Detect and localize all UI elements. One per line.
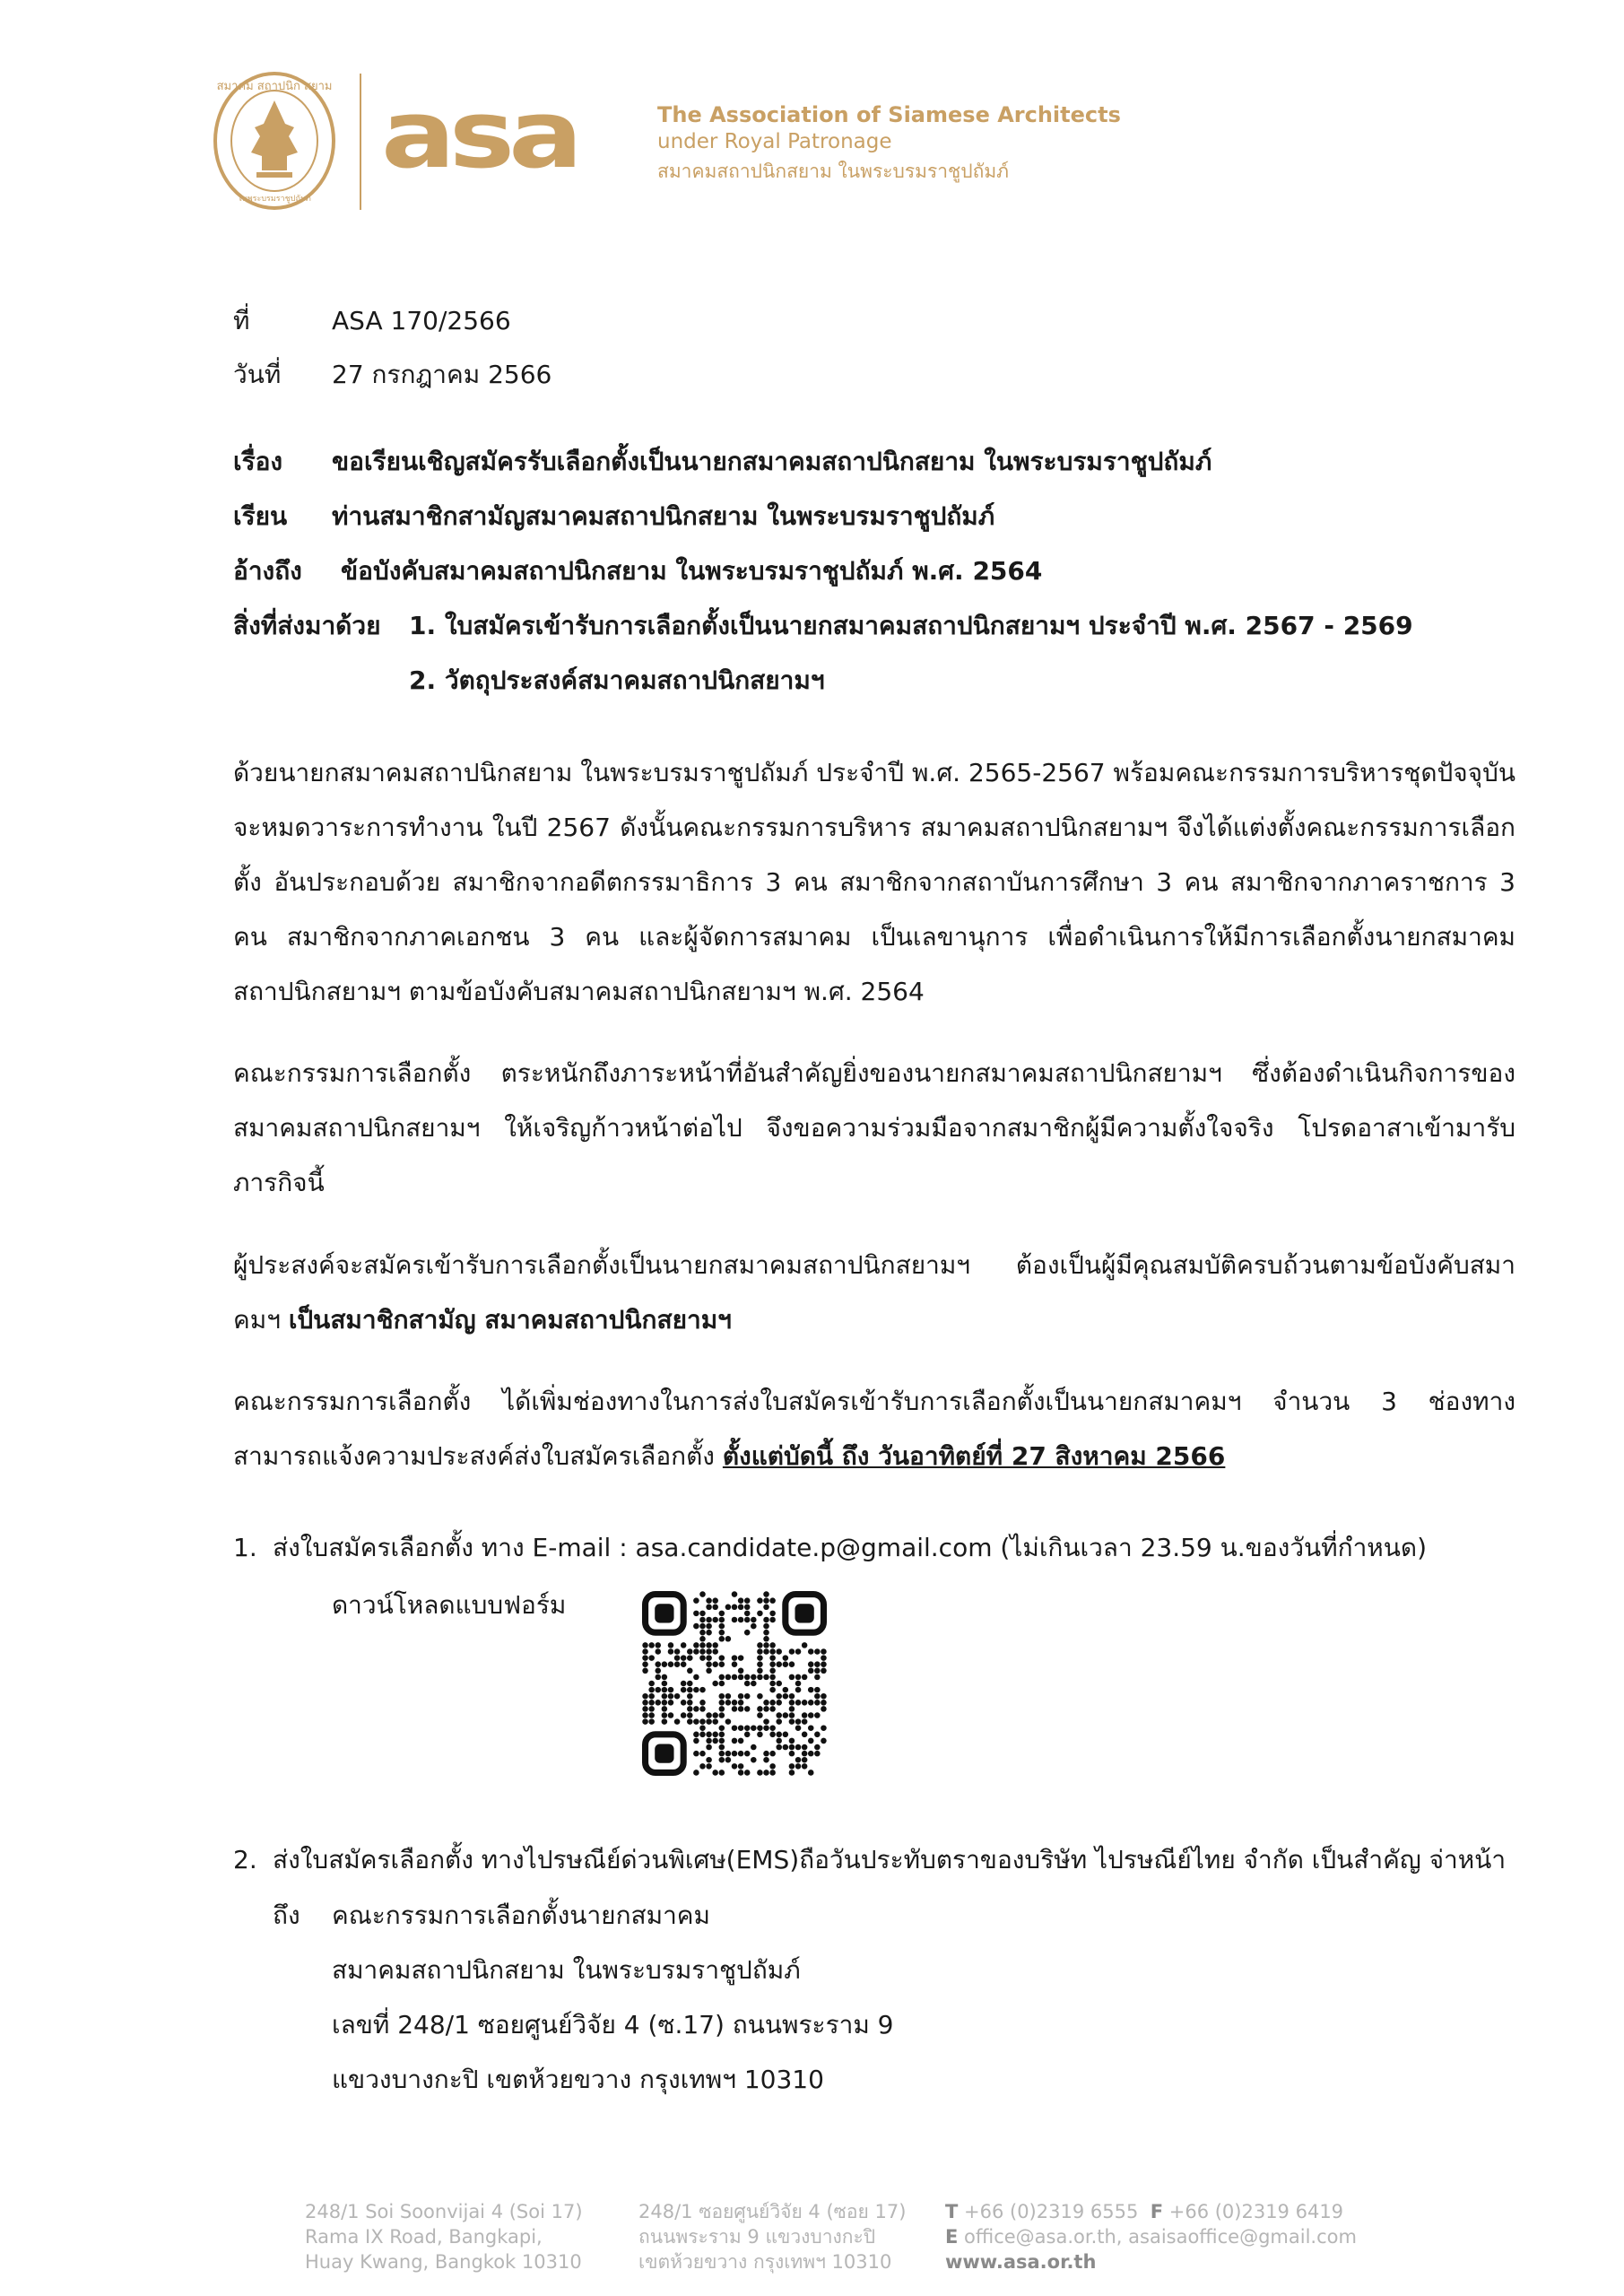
subject-label: เรื่อง: [233, 447, 283, 476]
footer-tel: +66 (0)2319 6555: [964, 2201, 1139, 2222]
paragraph-1: ด้วยนายกสมาคมสถาปนิกสยาม ในพระบรมราชูปถัมภ์ ประจำปี พ.ศ. 2565-2567 พร้อมคณะกรรมการบริหารชุดปัจจุบันจะหมดวาระการทำงาน ในปี 2567 ดังนั้นคณะกรรมการบริหาร สมาคมสถาปนิกสยามฯ จึงได้แต่งตั้งคณะกรรมการเลือกตั้ง อันประกอบด้วย สมาชิกจากอดีตกรรมาธิการ 3 คน สมาชิกจากสถาบันการศึกษา 3 คน สมาชิกจากภาคราชการ 3 คน สมาชิกจากภาคเอกชน 3 คน และผู้จัดการสมาคม เป็นเลขานุการ เพื่อดำเนินการให้มีการเลือกตั้งนายกสมาคมสถาปนิกสยามฯ ตามข้อบังคับสมาคมสถาปนิกสยามฯ พ.ศ. 2564: [233, 758, 1515, 1006]
footer-th-line-2: ถนนพระราม 9 แขวงบางกะปิ: [638, 2226, 876, 2248]
seal-text-bottom: ในพระบรมราชูปถัมภ์: [238, 195, 311, 204]
seal-text-top: สมาคม สถาปนิก สยาม: [216, 80, 333, 93]
paragraph-3-text: ผู้ประสงค์จะสมัครเข้ารับการเลือกตั้งเป็นนายกสมาคมสถาปนิกสยามฯ ต้องเป็นผู้มีคุณสมบัติครบถ้วนตามข้อบังคับสมาคมฯ: [233, 1250, 1515, 1335]
subject-value: ขอเรียนเชิญสมัครรับเลือกตั้งเป็นนายกสมาคมสถาปนิกสยาม ในพระบรมราชูปถัมภ์: [332, 447, 1212, 476]
asa-seal-logo: [212, 70, 337, 212]
channel-2-number: 2.: [233, 1845, 257, 1874]
to-label: เรียน: [233, 501, 288, 531]
paragraph-4-text: คณะกรรมการเลือกตั้ง ได้เพิ่มช่องทางในการส่งใบสมัครเข้ารับการเลือกตั้งเป็นนายกสมาคมฯ จำนวน 3 ช่องทาง สามารถแจ้งความประสงค์ส่งใบสมัครเลือกตั้ง: [233, 1387, 1515, 1471]
channel-2-text: ส่งใบสมัครเลือกตั้ง ทางไปรษณีย์ด่วนพิเศษ(EMS)ถือวันประทับตราของบริษัท ไปรษณีย์ไทย จำกัด เป็นสำคัญ จ่าหน้า: [273, 1845, 1507, 1874]
footer-website-link[interactable]: www.asa.or.th: [945, 2251, 1097, 2273]
footer-email: office@asa.or.th, asaisaoffice@gmail.com: [964, 2226, 1357, 2248]
deadline-text: ตั้งแต่บัดนี้ ถึง วันอาทิตย์ที่ 27 สิงหาคม 2566: [722, 1441, 1226, 1471]
enclosures-label: สิ่งที่ส่งมาด้วย: [233, 611, 381, 640]
paragraph-2: คณะกรรมการเลือกตั้ง ตระหนักถึงภาระหน้าที่อันสำคัญยิ่งของนายกสมาคมสถาปนิกสยามฯ ซึ่งต้องดำเนินกิจการของสมาคมสถาปนิกสยามฯ ให้เจริญก้าวหน้าต่อไป จึงขอความร่วมมือจากสมาชิกผู้มีความตั้งใจจริง โปรดอาสาเข้ามารับภารกิจนี้: [233, 1058, 1515, 1197]
reference-label: อ้างถึง: [233, 556, 302, 586]
address-line-2: สมาคมสถาปนิกสยาม ในพระบรมราชูปถัมภ์: [332, 1955, 801, 1985]
footer-th-line-1: 248/1 ซอยศูนย์วิจัย 4 (ซอย 17): [638, 2201, 907, 2222]
ref-no-value: ASA 170/2566: [332, 306, 511, 335]
to-value: ท่านสมาชิกสามัญสมาคมสถาปนิกสยาม ในพระบรมราชูปถัมภ์: [332, 501, 995, 531]
footer-address-th: [638, 2199, 906, 2274]
asa-wordmark-logo: [381, 100, 578, 178]
enclosure-item-1: 1. ใบสมัครเข้ารับการเลือกตั้งเป็นนายกสมาคมสถาปนิกสยามฯ ประจำปี พ.ศ. 2567 - 2569: [409, 611, 1413, 640]
header-divider: [360, 74, 361, 210]
date-label: วันที่: [233, 360, 282, 389]
qr-code-icon[interactable]: [642, 1591, 827, 1776]
fax-label: F: [1150, 2201, 1164, 2222]
paragraph-4: [233, 1374, 1515, 1483]
assoc-subtitle-en: under Royal Patronage: [657, 130, 892, 153]
logo-text: asa: [381, 100, 577, 178]
footer-en-line-2: Rama IX Road, Bangkapi,: [305, 2226, 543, 2248]
email-label: E: [945, 2226, 959, 2248]
tel-label: T: [945, 2201, 959, 2222]
assoc-name-th: สมาคมสถาปนิกสยาม ในพระบรมราชูปถัมภ์: [657, 161, 1010, 182]
footer-th-line-3: เขตห้วยขวาง กรุงเทพฯ 10310: [638, 2251, 892, 2273]
download-form-label: ดาวน์โหลดแบบฟอร์ม: [332, 1590, 567, 1620]
address-line-3: เลขที่ 248/1 ซอยศูนย์วิจัย 4 (ซ.17) ถนนพระราม 9: [332, 2010, 894, 2039]
channel-2-to-label: ถึง: [273, 1900, 300, 1930]
enclosure-item-2: 2. วัตถุประสงค์สมาคมสถาปนิกสยามฯ: [409, 665, 825, 695]
footer-contact: [945, 2199, 1357, 2274]
address-line-1: คณะกรรมการเลือกตั้งนายกสมาคม: [332, 1900, 710, 1930]
ref-no-label: ที่: [233, 306, 250, 335]
assoc-name-en: The Association of Siamese Architects: [657, 102, 1121, 127]
date-value: 27 กรกฎาคม 2566: [332, 360, 552, 389]
paragraph-3-bold: เป็นสมาชิกสามัญ สมาคมสถาปนิกสยามฯ: [288, 1305, 732, 1335]
footer-en-line-1: 248/1 Soi Soonvijai 4 (Soi 17): [305, 2201, 583, 2222]
reference-value: ข้อบังคับสมาคมสถาปนิกสยาม ในพระบรมราชูปถัมภ์ พ.ศ. 2564: [341, 556, 1043, 586]
channel-1-text: ส่งใบสมัครเลือกตั้ง ทาง E-mail : asa.candidate.p@gmail.com (ไม่เกินเวลา 23.59 น.ของวันที่กำหนด): [273, 1533, 1428, 1562]
footer-en-line-3: Huay Kwang, Bangkok 10310: [305, 2251, 582, 2273]
footer-address-en: [305, 2199, 583, 2274]
address-line-4: แขวงบางกะปิ เขตห้วยขวาง กรุงเทพฯ 10310: [332, 2065, 824, 2094]
footer-fax: +66 (0)2319 6419: [1168, 2201, 1344, 2222]
channel-1-number: 1.: [233, 1533, 257, 1562]
paragraph-3: [233, 1238, 1515, 1347]
